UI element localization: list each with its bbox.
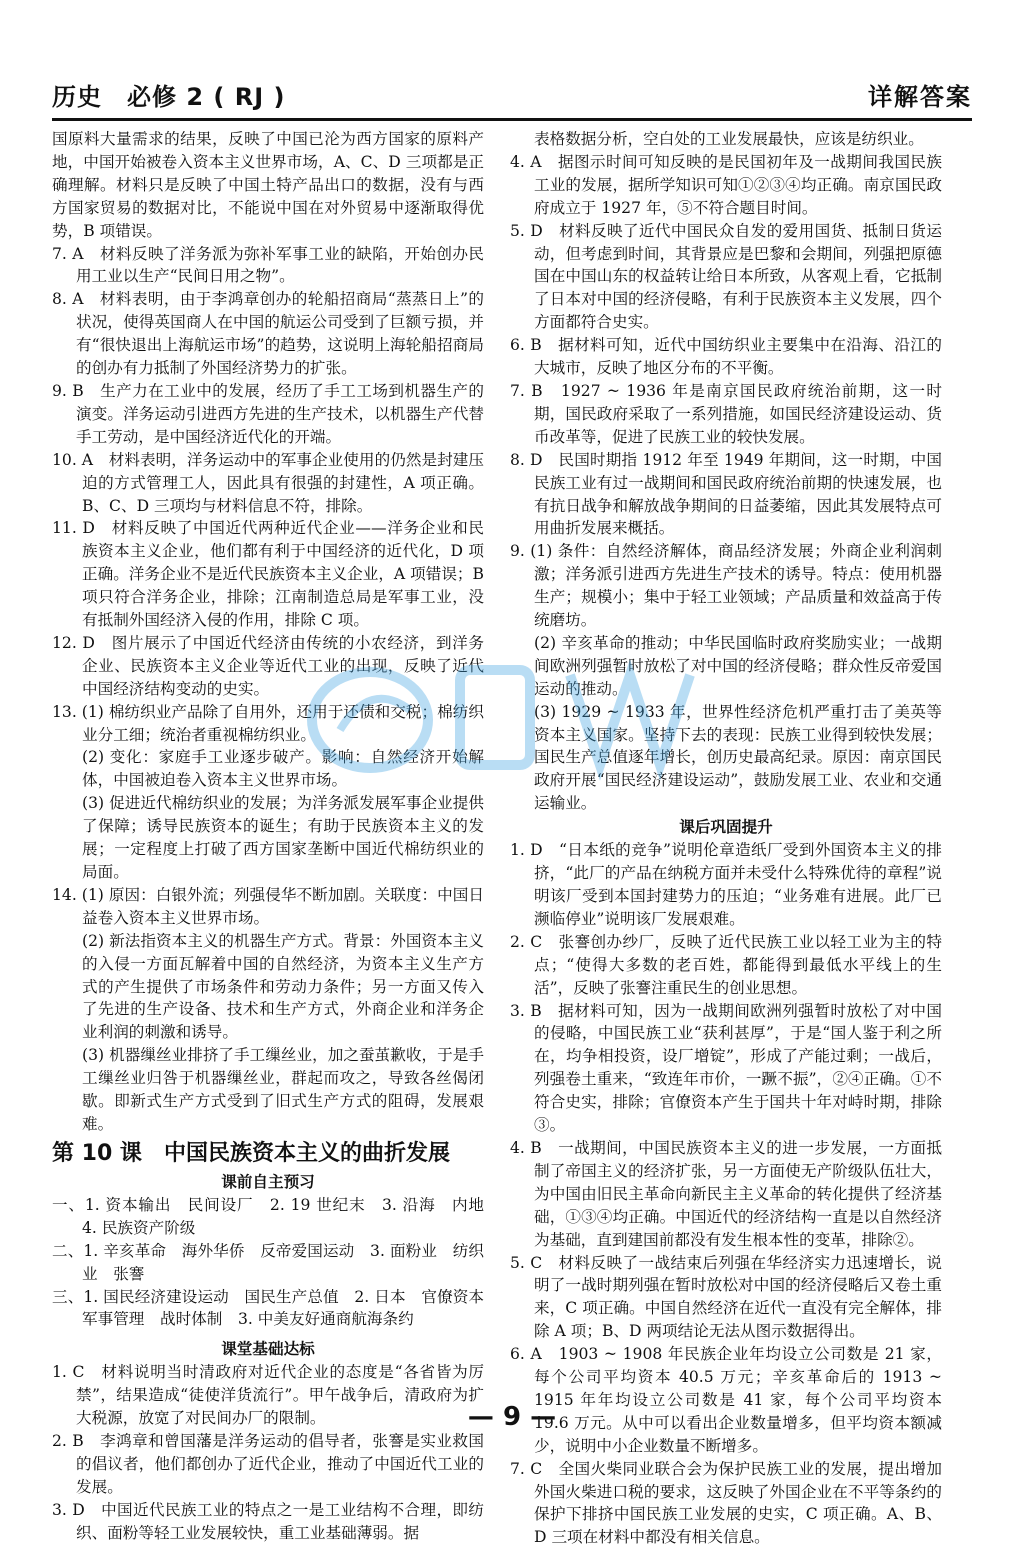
answer-r5: 5. D 材料反映了近代中国民众自发的爱用国货、抵制日货运动，但考虑到时间，其背景应是巴黎和会期间，列强把原德国在中国山东的权益转让给日本所致，从客观上看，它抵制了日本对中国的经济侵略，有利于民族资本主义发展，四个方面都符合史实。 bbox=[510, 221, 942, 332]
basic-3: 3. D 中国近代民族工业的特点之一是工业结构不合理，即纺织、面粉等轻工业发展较快，重工业基础薄弱。据 bbox=[52, 1500, 484, 1542]
answer-r7: 7. B 1927 ~ 1936 年是南京国民政府统治前期，这一时期，国民政府采取了一系列措施，如国民经济建设运动、货币改革等，促进了民族工业的较快发展。 bbox=[510, 381, 942, 446]
after-3: 3. B 据材料可知，因为一战期间欧洲列强暂时放松了对中国的侵略，中国民族工业“获利甚厚”，于是“国人鉴于利之所在，均争相投资，设厂增锭”，形成了产能过剩；一战后，列强卷土重来，“致连年市价，一蹶不振”，②④正确。①不符合史实，排除；官僚资本产生于国共十年对峙时期，排除③。 bbox=[510, 1001, 942, 1135]
lesson-number: 第 10 课 bbox=[52, 1140, 142, 1166]
basic-1: 1. C 材料说明当时清政府对近代企业的态度是“各省皆为厉禁”，结果造成“徒使洋货流行”。甲午战争后，清政府为扩大税源，放宽了对民间办厂的限制。 bbox=[52, 1363, 484, 1428]
preview-1: 一、1. 资本输出 民间设厂 2. 19 世纪末 3. 沿海 内地 4. 民族资产阶级 bbox=[52, 1195, 500, 1237]
section-title: 详解答案 bbox=[868, 83, 972, 111]
answer-14-2: (2) 新法指资本主义的机器生产方式。背景：外国资本主义的入侵一方面瓦解着中国的自然经济，为资本主义生产方式的产生提供了市场条件和劳动力条件；另一方面又传入了先进的生产设备、技术和生产方式，外商企业和洋务企业利润的刺激和诱导。 bbox=[82, 931, 484, 1042]
subject-title: 历史 必修 2 ( RJ ) bbox=[52, 83, 286, 111]
answer-r4: 4. A 据图示时间可知反映的是民国初年及一战期间我国民族工业的发展，据所学知识可知①②③④均正确。南京国民政府成立于 1927 年，⑤不符合题目时间。 bbox=[510, 152, 942, 217]
answer-11: 11. D 材料反映了中国近代两种近代企业——洋务企业和民族资本主义企业，他们都有利于中国经济的近代化，D 项正确。洋务企业不是近代民族资本主义企业，A 项错误；B 项只符合洋务企业，排除；江南制造总局是军事工业，没有抵制外国经济入侵的作用，排除 C 项。 bbox=[52, 519, 484, 630]
page-number: — 9 — bbox=[467, 1402, 557, 1432]
lesson-heading bbox=[52, 1138, 484, 1170]
answer-r9-3: (3) 1929 ~ 1933 年，世界性经济危机严重打击了美英等资本主义国家。坚持下去的表现：民族工业得到较快发展；国民生产总值逐年增长，创历史最高纪录。原因：南京国民政府开展“国民经济建设运动”，鼓励发展工业、农业和交通运输业。 bbox=[534, 702, 942, 813]
answer-10: 10. A 材料表明，洋务运动中的军事企业使用的仍然是封建压迫的方式管理工人，因此具有很强的封建性，A 项正确。B、C、D 三项均与材料信息不符，排除。 bbox=[52, 450, 484, 515]
answer-13-2: (2) 变化：家庭手工业逐步破产。影响：自然经济开始解体，中国被迫卷入资本主义世界市场。 bbox=[82, 748, 484, 790]
after-6: 6. A 1903 ~ 1908 年民族企业年均设立公司数是 21 家，每个公司平均资本 40.5 万元；辛亥革命后的 1913 ~ 1915 年年均设立公司数是 41 家，每个公司平均资本 19.6 万元。从中可以看出企业数量增多，但平均资本额减少，说明中小企业数量不断增多。 bbox=[510, 1345, 942, 1455]
answer-13-1: 13. (1) 棉纺织业产品除了自用外，还用于还债和交税；棉纺织业分工细；统治者重视棉纺织业。 bbox=[52, 702, 484, 744]
after-5: 5. C 材料反映了一战结束后列强在华经济实力迅速增长，说明了一战时期列强在暂时放松对中国的经济侵略后又卷土重来，C 项正确。中国自然经济在近代一直没有完全解体，排除 A 项；B、D 两项结论无法从图示数据得出。 bbox=[510, 1253, 942, 1341]
answer-12: 12. D 图片展示了中国近代经济由传统的小农经济，到洋务企业、民族资本主义企业等近代工业的出现，反映了近代中国经济结构变动的史实。 bbox=[52, 633, 484, 698]
answer-9: 9. B 生产力在工业中的发展，经历了手工工场到机器生产的演变。洋务运动引进西方先进的生产技术，以机器生产代替手工劳动，是中国经济近代化的开端。 bbox=[52, 381, 484, 446]
answer-13-3: (3) 促进近代棉纺织业的发展；为洋务派发展军事企业提供了保障；诱导民族资本的诞生；有助于民族资本主义的发展；一定程度上打破了西方国家垄断中国近代棉纺织业的局面。 bbox=[82, 794, 484, 881]
basic-2: 2. B 李鸿章和曾国藩是洋务运动的倡导者，张謇是实业救国的倡议者，他们都创办了近代企业，推动了中国近代工业的发展。 bbox=[52, 1432, 484, 1496]
preview-2: 二、1. 辛亥革命 海外华侨 反帝爱国运动 3. 面粉业 纺织业 张謇 bbox=[52, 1241, 484, 1283]
after-1: 1. D “日本纸的竞争”说明伦章造纸厂受到外国资本主义的排挤，“此厂的产品在纳税方面并未受什么特殊优待的章程”说明该厂受到本国封建势力的压迫；“业务难有进展。此厂已濒临停业”说明该厂发展艰难。 bbox=[510, 841, 942, 928]
after-4: 4. B 一战期间，中国民族资本主义的进一步发展，一方面抵制了帝国主义的经济扩张，另一方面使无产阶级队伍壮大，为中国由旧民主革命向新民主主义革命的转化提供了经济基础，①③④均正确。中国近代的经济结构一直是以自然经济为基础，直到建国前都没有发生根本性的变革，排除②。 bbox=[510, 1138, 942, 1249]
paragraph: 表格数据分析，空白处的工业发展最快，应该是纺织业。 bbox=[534, 130, 924, 148]
section-heading-preview: 课前自主预习 bbox=[221, 1172, 315, 1191]
left-column bbox=[52, 128, 500, 1545]
answer-14-3: (3) 机器缫丝业排挤了手工缫丝业，加之蚕茧歉收，于是手工缫丝业归咎于机器缫丝业，群起而攻之，导致各丝偈闭歇。即新式生产方式受到了旧式生产方式的阻碍，发展艰难。 bbox=[82, 1046, 484, 1133]
preview-3: 三、1. 国民经济建设运动 国民生产总值 2. 日本 官僚资本 军事管理 战时体制 3. 中美友好通商航海条约 bbox=[52, 1287, 500, 1329]
after-7: 7. C 全国火柴同业联合会为保护民族工业的发展，提出增加外国火柴进口税的要求，这反映了外国企业在不平等条约的保护下排挤中国民族工业发展的史实，C 项正确。A、B、D 三项在材料中都没有相关信息。 bbox=[510, 1459, 942, 1547]
section-heading-after: 课后巩固提升 bbox=[679, 818, 773, 837]
page-header bbox=[52, 78, 972, 121]
after-2: 2. C 张謇创办纱厂，反映了近代民族工业以轻工业为主的特点；“使得大多数的老百姓，都能得到最低水平线上的生活”，反映了张謇注重民生的创业思想。 bbox=[510, 932, 942, 997]
answer-8: 8. A 材料表明，由于李鸿章创办的轮船招商局“蒸蒸日上”的状况，使得英国商人在中国的航运公司受到了巨额亏损，并有“很快退出上海航运市场”的趋势，这说明上海轮船招商局的创办有力抵制了外国经济势力的扩张。 bbox=[52, 290, 484, 378]
answer-r6: 6. B 据材料可知，近代中国纺织业主要集中在沿海、沿江的大城市，反映了地区分布的不平衡。 bbox=[510, 336, 942, 378]
paragraph: 国原料大量需求的结果，反映了中国已沦为西方国家的原料产地，中国开始被卷入资本主义世界市场，A、C、D 三项都是正确理解。材料只是反映了中国土特产品出口的数据，没有与西方国家贸易的数据对比，不能说中国在对外贸易中逐渐取得优势，B 项错误。 bbox=[52, 130, 484, 240]
lesson-name: 中国民族资本主义的曲折发展 bbox=[163, 1140, 450, 1166]
answer-r9-1: 9. (1) 条件：自然经济解体，商品经济发展；外商企业利润刺激；洋务派引进西方先进生产技术的诱导。特点：使用机器生产；规模小；集中于轻工业领域；产品质量和效益高于传统磨坊。 bbox=[510, 542, 942, 630]
section-heading-basic: 课堂基础达标 bbox=[221, 1340, 315, 1359]
answer-r8: 8. D 民国时期指 1912 年至 1949 年期间，这一时期，中国民族工业有过一战期间和国民政府统治前期的快速发展，也有抗日战争和解放战争期间的日益萎缩，因此其发展特点可用曲折发展来概括。 bbox=[510, 450, 942, 538]
answer-7: 7. A 材料反映了洋务派为弥补军事工业的缺陷，开始创办民用工业以生产“民间日用之物”。 bbox=[52, 244, 484, 286]
answer-14-1: 14. (1) 原因：白银外流；列强侵华不断加剧。关联度：中国日益卷入资本主义世界市场。 bbox=[52, 885, 484, 927]
answer-r9-2: (2) 辛亥革命的推动；中华民国临时政府奖励实业；一战期间欧洲列强暂时放松了对中国的经济侵略；群众性反帝爱国运动的推动。 bbox=[534, 633, 942, 698]
right-column bbox=[510, 128, 942, 1549]
